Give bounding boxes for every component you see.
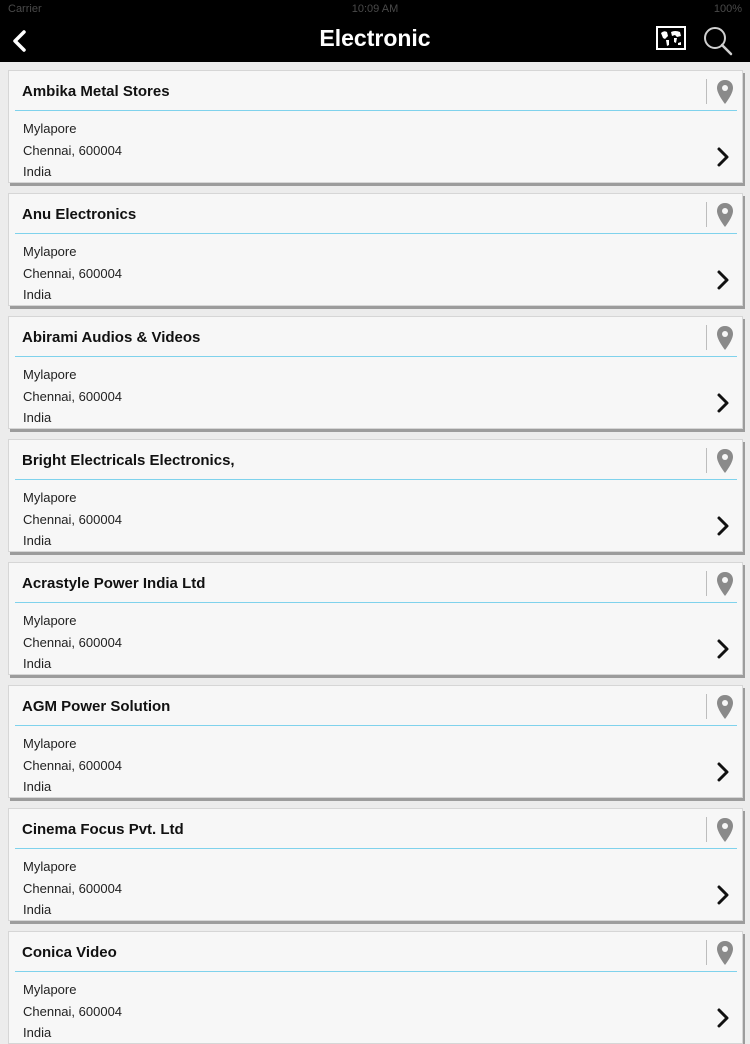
- navigation-bar: [0, 18, 750, 62]
- map-pin-icon: [716, 694, 734, 720]
- address-block: [23, 241, 122, 306]
- map-pin-icon: [716, 448, 734, 474]
- detail-disclosure-button[interactable]: [715, 268, 731, 292]
- divider: [706, 694, 707, 719]
- address-locality: Mylapore: [23, 367, 77, 382]
- address-country: India: [23, 533, 52, 548]
- listing-card[interactable]: [8, 931, 743, 1044]
- address-country: India: [23, 779, 52, 794]
- map-pin-icon: [716, 940, 734, 966]
- chevron-right-icon: [715, 883, 731, 907]
- map-pin-button[interactable]: [716, 448, 734, 474]
- address-country: India: [23, 656, 52, 671]
- address-locality: Mylapore: [23, 982, 77, 997]
- address-city-pin: Chennai, 600004: [23, 265, 123, 281]
- divider: [706, 202, 707, 227]
- divider: [706, 571, 707, 596]
- address-block: [23, 364, 122, 429]
- search-icon: [700, 23, 736, 59]
- listing-card[interactable]: [8, 193, 743, 306]
- search-button[interactable]: [700, 23, 736, 59]
- accent-divider: [15, 356, 737, 357]
- listing-card[interactable]: [8, 70, 743, 183]
- chevron-right-icon: [715, 268, 731, 292]
- map-pin-icon: [716, 202, 734, 228]
- divider: [706, 79, 707, 104]
- address-locality: Mylapore: [23, 490, 77, 505]
- page-title: Electronic: [319, 25, 431, 51]
- address-block: [23, 487, 122, 552]
- chevron-right-icon: [715, 760, 731, 784]
- battery-label: 100%: [713, 3, 742, 15]
- status-time: 10:09 AM: [351, 3, 399, 15]
- address-city-pin: Chennai, 600004: [23, 388, 123, 404]
- status-bar: [0, 0, 750, 18]
- listing-name: Acrastyle Power India Ltd: [22, 575, 206, 592]
- detail-disclosure-button[interactable]: [715, 514, 731, 538]
- address-locality: Mylapore: [23, 736, 77, 751]
- accent-divider: [15, 233, 737, 234]
- detail-disclosure-button[interactable]: [715, 1006, 731, 1030]
- map-view-button[interactable]: [655, 25, 687, 53]
- map-pin-button[interactable]: [716, 940, 734, 966]
- listing-card[interactable]: [8, 439, 743, 552]
- map-pin-button[interactable]: [716, 202, 734, 228]
- listing-name: Abirami Audios & Videos: [22, 329, 201, 346]
- map-pin-icon: [716, 325, 734, 351]
- address-block: [23, 610, 122, 675]
- chevron-right-icon: [715, 1006, 731, 1030]
- map-pin-button[interactable]: [716, 79, 734, 105]
- listing-name: AGM Power Solution: [22, 698, 171, 715]
- address-country: India: [23, 287, 52, 302]
- chevron-right-icon: [715, 637, 731, 661]
- detail-disclosure-button[interactable]: [715, 391, 731, 415]
- map-pin-icon: [716, 571, 734, 597]
- address-block: [23, 979, 122, 1044]
- address-city-pin: Chennai, 600004: [23, 634, 123, 650]
- address-locality: Mylapore: [23, 613, 77, 628]
- address-locality: Mylapore: [23, 859, 77, 874]
- listing-card[interactable]: [8, 562, 743, 675]
- listing-name: Anu Electronics: [22, 206, 137, 223]
- accent-divider: [15, 110, 737, 111]
- accent-divider: [15, 479, 737, 480]
- address-country: India: [23, 164, 52, 179]
- listing-card[interactable]: [8, 808, 743, 921]
- listing-card[interactable]: [8, 316, 743, 429]
- address-city-pin: Chennai, 600004: [23, 1003, 123, 1019]
- address-block: [23, 856, 122, 921]
- map-pin-button[interactable]: [716, 817, 734, 843]
- chevron-right-icon: [715, 391, 731, 415]
- listing-name: Bright Electricals Electronics,: [22, 452, 235, 469]
- address-city-pin: Chennai, 600004: [23, 511, 123, 527]
- listing-card[interactable]: [8, 685, 743, 798]
- listing-name: Ambika Metal Stores: [22, 83, 170, 100]
- detail-disclosure-button[interactable]: [715, 760, 731, 784]
- accent-divider: [15, 971, 737, 972]
- address-city-pin: Chennai, 600004: [23, 142, 123, 158]
- divider: [706, 940, 707, 965]
- address-locality: Mylapore: [23, 121, 77, 136]
- map-pin-button[interactable]: [716, 571, 734, 597]
- map-pin-icon: [716, 79, 734, 105]
- address-block: [23, 118, 122, 183]
- carrier-label: Carrier: [8, 3, 42, 15]
- map-pin-icon: [716, 817, 734, 843]
- address-block: [23, 733, 122, 798]
- address-country: India: [23, 410, 52, 425]
- divider: [706, 448, 707, 473]
- map-pin-button[interactable]: [716, 325, 734, 351]
- detail-disclosure-button[interactable]: [715, 883, 731, 907]
- address-city-pin: Chennai, 600004: [23, 880, 123, 896]
- accent-divider: [15, 602, 737, 603]
- listing-name: Conica Video: [22, 944, 117, 961]
- address-country: India: [23, 902, 52, 917]
- divider: [706, 325, 707, 350]
- detail-disclosure-button[interactable]: [715, 637, 731, 661]
- listing-list[interactable]: [0, 62, 750, 1040]
- chevron-right-icon: [715, 145, 731, 169]
- address-country: India: [23, 1025, 52, 1040]
- address-city-pin: Chennai, 600004: [23, 757, 123, 773]
- map-pin-button[interactable]: [716, 694, 734, 720]
- accent-divider: [15, 848, 737, 849]
- accent-divider: [15, 725, 737, 726]
- divider: [706, 817, 707, 842]
- chevron-right-icon: [715, 514, 731, 538]
- detail-disclosure-button[interactable]: [715, 145, 731, 169]
- address-locality: Mylapore: [23, 244, 77, 259]
- listing-name: Cinema Focus Pvt. Ltd: [22, 821, 184, 838]
- world-map-icon: [655, 25, 687, 53]
